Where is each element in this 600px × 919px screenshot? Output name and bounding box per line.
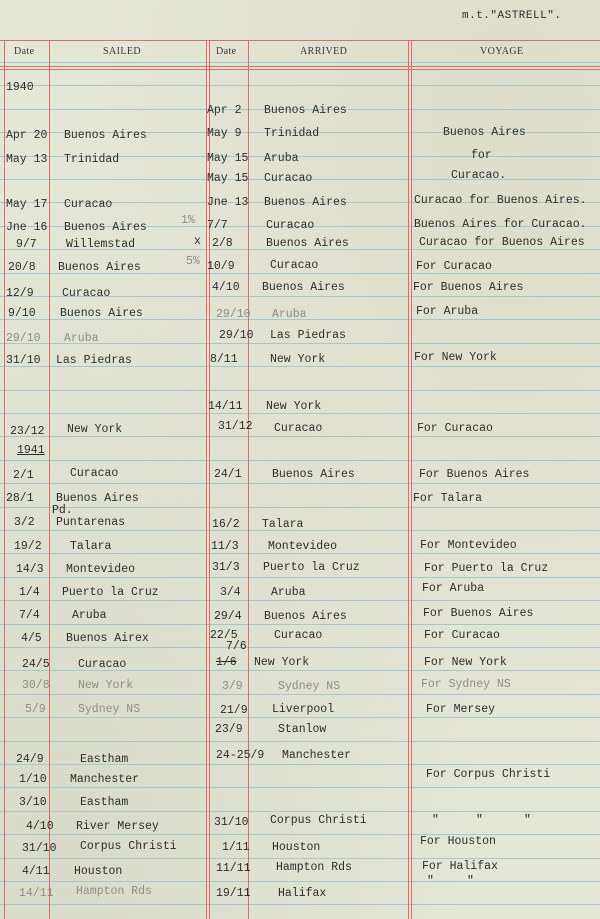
ledger-entry: x <box>194 235 201 248</box>
ledger-entry: 11/11 <box>216 862 251 875</box>
ledger-entry: 9/7 <box>16 238 37 251</box>
ledger-entry: Apr 20 <box>6 129 48 142</box>
ledger-entry: May 15 <box>207 152 249 165</box>
ruled-line <box>0 85 600 86</box>
ledger-entry: Aruba <box>271 586 306 599</box>
ledger-entry: Curacao for Buenos Aires <box>419 236 585 249</box>
ledger-entry: Buenos Aires for Curacao. <box>414 218 587 231</box>
header-voyage: VOYAGE <box>480 46 524 57</box>
ledger-entry: Curacao <box>274 422 323 435</box>
column-rule <box>411 40 412 919</box>
ledger-entry: 24-25/9 <box>216 749 265 762</box>
ledger-entry: 28/1 <box>6 492 34 505</box>
ledger-entry: Buenos Aires <box>60 307 143 320</box>
ledger-entry: Halifax <box>278 887 327 900</box>
ledger-entry: Corpus Christi <box>80 840 177 853</box>
ledger-entry: 19/2 <box>14 540 42 553</box>
ruled-line <box>0 62 600 63</box>
column-rule <box>408 40 409 919</box>
header-rule <box>0 69 600 70</box>
ledger-entry: Las Piedras <box>270 329 346 342</box>
ledger-entry: Curacao for Buenos Aires. <box>414 194 587 207</box>
ledger-entry: 23/9 <box>215 723 243 736</box>
ledger-entry: Curacao <box>78 658 127 671</box>
ledger-entry: 20/8 <box>8 261 36 274</box>
ledger-entry: 29/10 <box>216 308 251 321</box>
ledger-entry: 14/11 <box>208 400 243 413</box>
ledger-entry: Pd. <box>52 504 73 517</box>
ledger-entry: 29/10 <box>6 332 41 345</box>
ledger-entry: 29/4 <box>214 610 242 623</box>
ledger-entry: For Aruba <box>416 305 479 318</box>
ruled-line <box>0 694 600 695</box>
ruled-line <box>0 483 600 484</box>
ruled-line <box>0 600 600 601</box>
ruled-line <box>0 811 600 812</box>
ledger-entry: Buenos Aires <box>58 261 141 274</box>
ledger-entry: 1% <box>181 214 195 227</box>
ruled-line <box>0 834 600 835</box>
ledger-entry: New York <box>78 679 134 692</box>
ledger-entry: Corpus Christi <box>270 814 367 827</box>
ledger-entry: " <box>432 814 439 827</box>
header-sailed: SAILED <box>103 46 141 57</box>
ledger-entry: Puntarenas <box>56 516 126 529</box>
ledger-entry: 1/10 <box>19 773 47 786</box>
ledger-entry: 7/7 <box>207 219 228 232</box>
ledger-entry: 24/5 <box>22 658 50 671</box>
header-rule <box>0 66 600 67</box>
ledger-entry: New York <box>270 353 326 366</box>
ledger-entry: For New York <box>414 351 497 364</box>
ledger-entry: 2/1 <box>13 469 34 482</box>
ledger-entry: Manchester <box>282 749 352 762</box>
ledger-entry: Talara <box>262 518 304 531</box>
ship-name: m.t."ASTRELL". <box>462 10 562 22</box>
ledger-entry: Las Piedras <box>56 354 132 367</box>
ledger-entry: 11/3 <box>211 540 239 553</box>
ledger-entry: 24/1 <box>214 468 242 481</box>
ledger-entry: Curacao <box>62 287 111 300</box>
ledger-entry: For Puerto la Cruz <box>424 562 549 575</box>
ledger-entry: Aruba <box>264 152 299 165</box>
ledger-entry: Buenos Aires <box>64 221 147 234</box>
ruled-line <box>0 717 600 718</box>
ledger-entry: Buenos Aires <box>56 492 139 505</box>
ledger-entry: Buenos Aires <box>443 126 526 139</box>
ledger-entry: For Corpus Christi <box>426 768 551 781</box>
ledger-entry: Buenos Aires <box>264 196 347 209</box>
ledger-entry: Sydney NS <box>78 703 141 716</box>
ledger-entry: Eastham <box>80 796 129 809</box>
ruled-line <box>0 881 600 882</box>
ledger-entry: Montevideo <box>268 540 338 553</box>
ledger-entry: 7/4 <box>19 609 40 622</box>
ledger-entry: New York <box>254 656 310 669</box>
ruled-line <box>0 647 600 648</box>
ledger-entry: For Curacao <box>417 422 493 435</box>
ledger-entry: New York <box>266 400 322 413</box>
ledger-entry: 10/9 <box>207 260 235 273</box>
ledger-entry: Buenos Aires <box>64 129 147 142</box>
ledger-entry: 12/9 <box>6 287 34 300</box>
ledger-entry: For Buenos Aires <box>413 281 524 294</box>
ledger-entry: 19/11 <box>216 887 251 900</box>
ledger-entry: 31/10 <box>22 842 57 855</box>
ledger-entry: Hampton Rds <box>76 885 152 898</box>
ledger-entry: 2/8 <box>212 237 233 250</box>
ledger-entry: 4/10 <box>26 820 54 833</box>
ledger-entry: May 13 <box>6 153 48 166</box>
ledger-entry: " <box>476 814 483 827</box>
header-rule <box>0 40 600 41</box>
ledger-entry: Manchester <box>70 773 140 786</box>
ledger-entry: Hampton Rds <box>276 861 352 874</box>
ledger-entry: For Curacao <box>416 260 492 273</box>
ruled-line <box>0 507 600 508</box>
ledger-entry: Jne 13 <box>207 196 249 209</box>
ledger-entry: Buenos Aires <box>264 104 347 117</box>
ledger-entry: Willemstad <box>66 238 136 251</box>
ruled-line <box>0 460 600 461</box>
ledger-entry: Puerto la Cruz <box>263 561 360 574</box>
ledger-entry: Apr 2 <box>207 104 242 117</box>
ledger-entry: Aruba <box>64 332 99 345</box>
ledger-entry: Buenos Aires <box>262 281 345 294</box>
ledger-entry: 31/3 <box>212 561 240 574</box>
ledger-entry: Aruba <box>72 609 107 622</box>
ledger-entry: 23/12 <box>10 425 45 438</box>
ledger-entry: Houston <box>74 865 123 878</box>
ledger-entry: Curacao <box>270 259 319 272</box>
header-date-arrived: Date <box>216 46 237 57</box>
ledger-entry: 3/4 <box>220 586 241 599</box>
ruled-line <box>0 787 600 788</box>
ledger-entry: 31/10 <box>6 354 41 367</box>
ledger-entry: For New York <box>424 656 507 669</box>
ledger-entry: 1/6 <box>216 656 237 669</box>
ledger-entry: 24/9 <box>16 753 44 766</box>
ledger-entry: River Mersey <box>76 820 159 833</box>
column-rule <box>49 40 50 919</box>
ledger-entry: 7/6 <box>226 640 247 653</box>
ledger-entry: Talara <box>70 540 112 553</box>
ledger-entry: Buenos Aires <box>272 468 355 481</box>
ruled-line <box>0 858 600 859</box>
ledger-entry: Liverpool <box>272 703 335 716</box>
ruled-line <box>0 577 600 578</box>
ledger-entry: For Montevideo <box>420 539 517 552</box>
ruled-line <box>0 624 600 625</box>
ledger-entry: 31/12 <box>218 420 253 433</box>
ledger-entry: Curacao <box>266 219 315 232</box>
ledger-entry: 5% <box>186 255 200 268</box>
ledger-entry: 8/11 <box>210 353 238 366</box>
ledger-entry: " <box>427 875 434 888</box>
ledger-entry: 14/11 <box>19 887 54 900</box>
ledger-entry: 21/9 <box>220 704 248 717</box>
ledger-entry: For Buenos Aires <box>423 607 534 620</box>
ledger-entry: 16/2 <box>212 518 240 531</box>
ledger-entry: Trinidad <box>264 127 320 140</box>
ledger-entry: 4/10 <box>212 281 240 294</box>
ledger-entry: Curacao <box>64 198 113 211</box>
header-arrived: ARRIVED <box>300 46 348 57</box>
ledger-entry: 14/3 <box>16 563 44 576</box>
ledger-entry: May 17 <box>6 198 48 211</box>
ledger-entry: Sydney NS <box>278 680 341 693</box>
ledger-entry: For Houston <box>420 835 496 848</box>
ledger-entry: 31/10 <box>214 816 249 829</box>
ledger-entry: 1/4 <box>19 586 40 599</box>
ledger-entry: Curacao <box>264 172 313 185</box>
ledger-entry: May 15 <box>207 172 249 185</box>
ledger-entry: 3/2 <box>14 516 35 529</box>
ledger-entry: Stanlow <box>278 723 327 736</box>
ledger-entry: 22/5 <box>210 629 238 642</box>
ledger-entry: 3/9 <box>222 680 243 693</box>
year-1941: 1941 <box>17 444 45 457</box>
ruled-line <box>0 741 600 742</box>
ledger-entry: 1/11 <box>222 841 250 854</box>
ledger-entry: " <box>467 875 474 888</box>
ledger-entry: Curacao. <box>451 169 507 182</box>
ledger-entry: 29/10 <box>219 329 254 342</box>
ledger-entry: 4/5 <box>21 632 42 645</box>
ledger-entry: Buenos Airex <box>66 632 149 645</box>
ledger-entry: For Mersey <box>426 703 496 716</box>
header-date-sailed: Date <box>14 46 35 57</box>
ledger-entry: 4/11 <box>22 865 50 878</box>
ledger-entry: For Buenos Aires <box>419 468 530 481</box>
ledger-entry: Buenos Aires <box>264 610 347 623</box>
ledger-entry: Curacao <box>274 629 323 642</box>
ledger-entry: 5/9 <box>25 703 46 716</box>
ledger-entry: For Aruba <box>422 582 485 595</box>
ledger-entry: Buenos Aires <box>266 237 349 250</box>
ledger-entry: New York <box>67 423 123 436</box>
ruled-line <box>0 904 600 905</box>
ledger-entry: Trinidad <box>64 153 120 166</box>
ledger-entry: Puerto la Cruz <box>62 586 159 599</box>
ledger-entry: 3/10 <box>19 796 47 809</box>
ledger-entry: For Curacao <box>424 629 500 642</box>
ledger-entry: May 9 <box>207 127 242 140</box>
ledger-entry: Jne 16 <box>6 221 48 234</box>
ledger-entry: Aruba <box>272 308 307 321</box>
ledger-entry: For Halifax <box>422 860 498 873</box>
ledger-entry: Montevideo <box>66 563 136 576</box>
ledger-entry: 9/10 <box>8 307 36 320</box>
ledger-entry: Houston <box>272 841 321 854</box>
ledger-entry: Curacao <box>70 467 119 480</box>
ledger-entry: " <box>524 814 531 827</box>
ledger-entry: For Sydney NS <box>421 678 511 691</box>
column-rule <box>4 40 5 919</box>
ruled-line <box>0 390 600 391</box>
ledger-entry: For Talara <box>413 492 483 505</box>
ledger-entry: for <box>471 149 492 162</box>
ledger-entry: Eastham <box>80 753 129 766</box>
ledger-entry: 30/8 <box>22 679 50 692</box>
year-1940: 1940 <box>6 81 34 94</box>
